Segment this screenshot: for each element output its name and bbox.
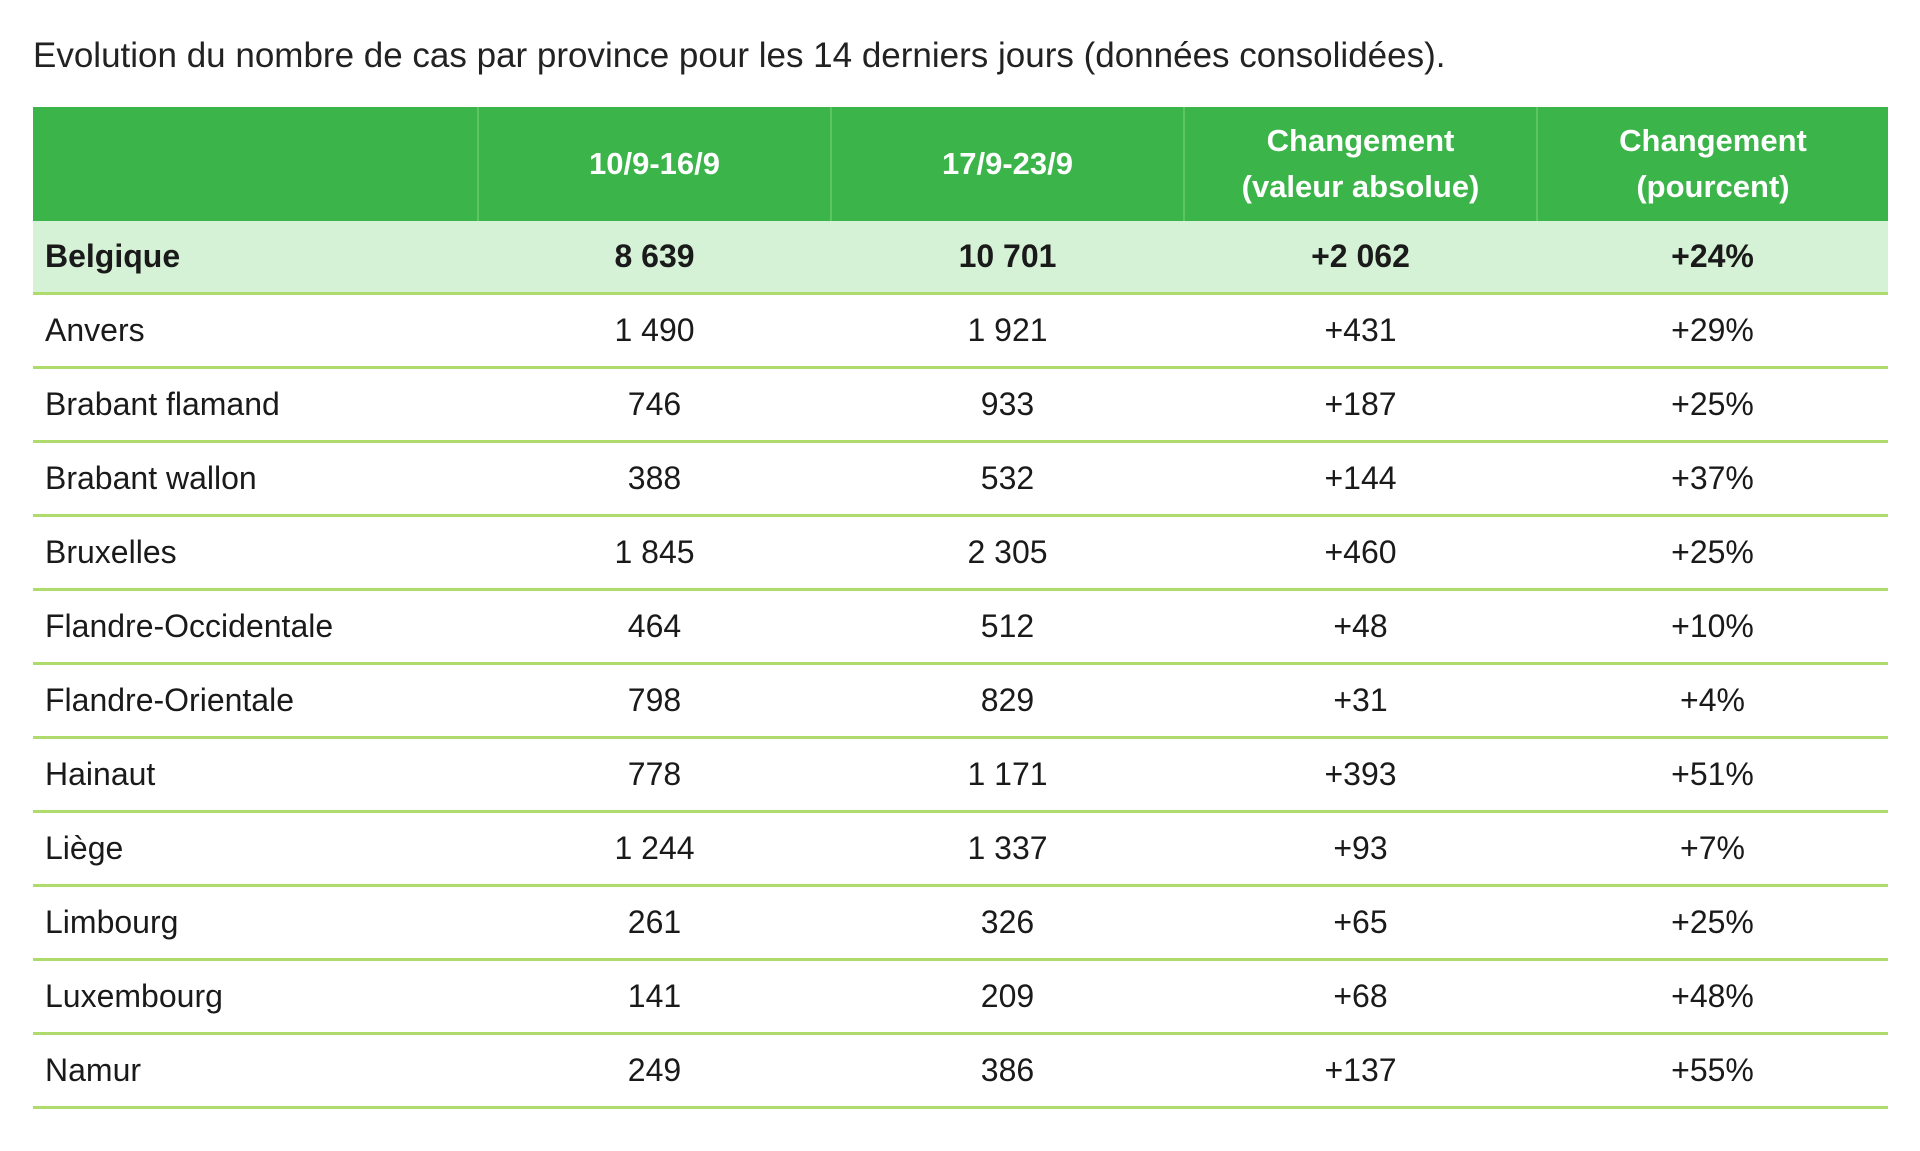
table-row [33, 886, 1888, 960]
cell-week-1: 141 [478, 960, 831, 1034]
cell-change-percent: +7% [1537, 812, 1888, 886]
cell-change-absolute: +144 [1184, 442, 1537, 516]
cell-change-percent: +10% [1537, 590, 1888, 664]
cell-week-2: 512 [831, 590, 1184, 664]
header-row [33, 107, 1888, 221]
total-row [33, 221, 1888, 294]
table-row [33, 1034, 1888, 1108]
cell-change-absolute: +393 [1184, 738, 1537, 812]
province-name: Flandre-Orientale [33, 664, 478, 738]
table-row [33, 516, 1888, 590]
header-change-percent: Changement (pourcent) [1537, 107, 1888, 221]
header-province [33, 107, 478, 221]
province-name: Brabant wallon [33, 442, 478, 516]
header-week-1: 10/9-16/9 [478, 107, 831, 221]
province-name: Anvers [33, 294, 478, 368]
province-name: Liège [33, 812, 478, 886]
province-name: Limbourg [33, 886, 478, 960]
cell-change-absolute: +187 [1184, 368, 1537, 442]
province-name: Belgique [33, 221, 478, 294]
province-name: Hainaut [33, 738, 478, 812]
province-name: Namur [33, 1034, 478, 1108]
province-name: Flandre-Occidentale [33, 590, 478, 664]
cell-week-2: 10 701 [831, 221, 1184, 294]
cell-week-2: 209 [831, 960, 1184, 1034]
cell-week-2: 933 [831, 368, 1184, 442]
cell-week-2: 386 [831, 1034, 1184, 1108]
cell-week-1: 778 [478, 738, 831, 812]
table-row [33, 812, 1888, 886]
cell-week-1: 746 [478, 368, 831, 442]
table-row [33, 664, 1888, 738]
cell-week-1: 798 [478, 664, 831, 738]
header-week-2: 17/9-23/9 [831, 107, 1184, 221]
cell-change-absolute: +431 [1184, 294, 1537, 368]
cell-change-percent: +24% [1537, 221, 1888, 294]
cell-week-2: 1 171 [831, 738, 1184, 812]
cell-week-2: 1 921 [831, 294, 1184, 368]
table-row [33, 590, 1888, 664]
cell-week-1: 388 [478, 442, 831, 516]
cell-change-absolute: +137 [1184, 1034, 1537, 1108]
cell-change-percent: +48% [1537, 960, 1888, 1034]
cell-week-1: 1 845 [478, 516, 831, 590]
table-caption: Evolution du nombre de cas par province pour les 14 derniers jours (données consolidées). [33, 36, 1446, 75]
cell-week-1: 1 244 [478, 812, 831, 886]
cell-change-percent: +4% [1537, 664, 1888, 738]
province-name: Brabant flamand [33, 368, 478, 442]
table-row [33, 442, 1888, 516]
province-cases-table [33, 107, 1888, 1109]
table-row [33, 960, 1888, 1034]
cell-change-percent: +55% [1537, 1034, 1888, 1108]
table-body [33, 221, 1888, 1108]
table-header [33, 107, 1888, 221]
cell-change-percent: +29% [1537, 294, 1888, 368]
cell-week-1: 261 [478, 886, 831, 960]
header-change-absolute: Changement (valeur absolue) [1184, 107, 1537, 221]
cell-change-absolute: +68 [1184, 960, 1537, 1034]
cell-week-1: 1 490 [478, 294, 831, 368]
cell-week-1: 249 [478, 1034, 831, 1108]
cell-change-absolute: +93 [1184, 812, 1537, 886]
cell-change-percent: +25% [1537, 886, 1888, 960]
table-row [33, 738, 1888, 812]
cell-week-1: 8 639 [478, 221, 831, 294]
cell-change-absolute: +31 [1184, 664, 1537, 738]
cell-change-absolute: +48 [1184, 590, 1537, 664]
cell-change-percent: +25% [1537, 516, 1888, 590]
cell-week-2: 2 305 [831, 516, 1184, 590]
cell-week-2: 1 337 [831, 812, 1184, 886]
table-row [33, 294, 1888, 368]
cell-change-percent: +37% [1537, 442, 1888, 516]
cell-change-absolute: +460 [1184, 516, 1537, 590]
cell-week-2: 326 [831, 886, 1184, 960]
cell-change-absolute: +65 [1184, 886, 1537, 960]
province-name: Luxembourg [33, 960, 478, 1034]
cell-change-percent: +25% [1537, 368, 1888, 442]
cell-change-percent: +51% [1537, 738, 1888, 812]
cell-week-1: 464 [478, 590, 831, 664]
cell-week-2: 532 [831, 442, 1184, 516]
province-name: Bruxelles [33, 516, 478, 590]
cell-change-absolute: +2 062 [1184, 221, 1537, 294]
table-row [33, 368, 1888, 442]
cell-week-2: 829 [831, 664, 1184, 738]
